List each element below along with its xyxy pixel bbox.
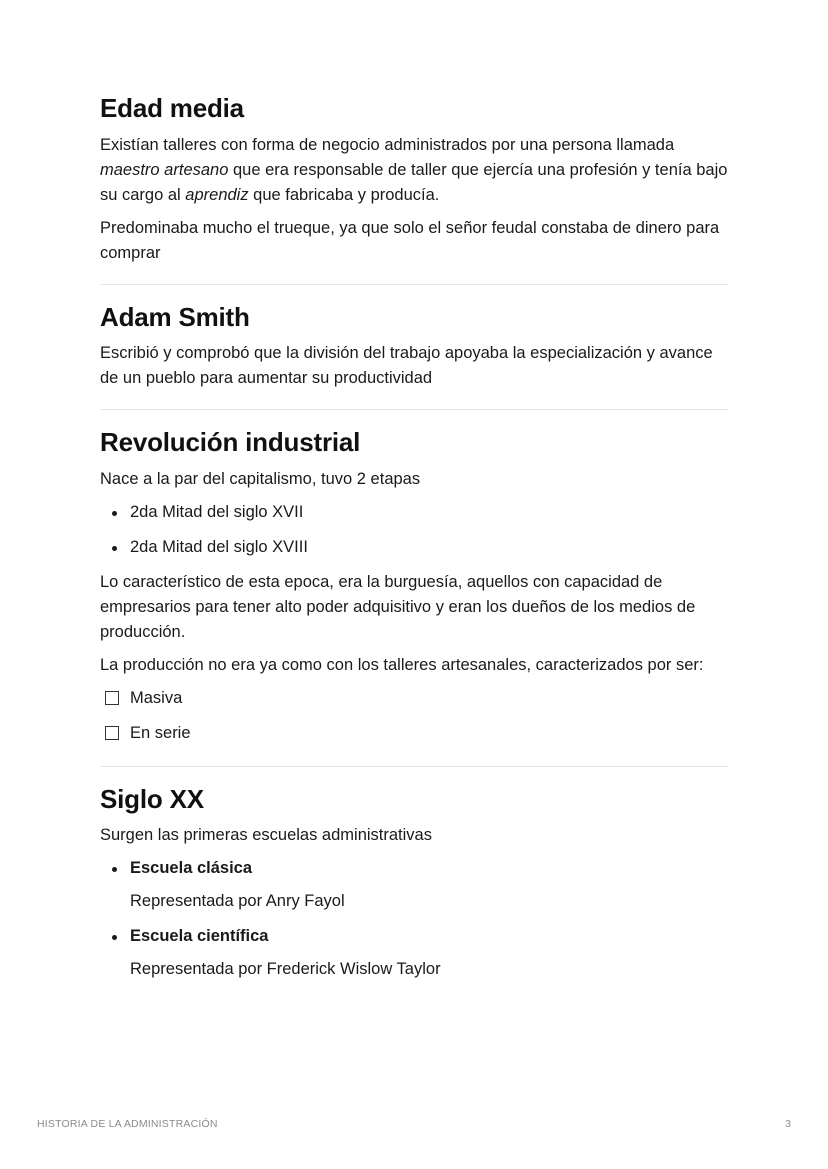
list-item (100, 924, 728, 982)
list-item-title: Escuela científica (130, 927, 269, 945)
italic-term: aprendiz (185, 185, 249, 204)
bullet-list (100, 856, 728, 982)
paragraph: Nace a la par del capitalismo, tuvo 2 etapas (100, 469, 421, 488)
todo-item (100, 686, 728, 711)
text-run: que fabricaba y producía. (248, 185, 440, 204)
section-heading: Adam Smith (100, 301, 250, 332)
list-item-detail: Representada por Anry Fayol (130, 892, 345, 910)
text-run: Existían talleres con forma de negocio administrados por una persona llamada (100, 135, 675, 154)
list-item-detail: Representada por Frederick Wislow Taylor (130, 960, 441, 978)
section-siglo-xx (100, 783, 728, 1003)
footer-page-number: 3 (785, 1118, 791, 1130)
section-revolucion-industrial (100, 426, 728, 767)
italic-term: maestro artesano (100, 160, 229, 179)
footer-document-title: HISTORIA DE LA ADMINISTRACIÓN (37, 1118, 218, 1130)
paragraph (100, 133, 728, 208)
todo-label: Masiva (130, 688, 183, 707)
bullet-list (100, 500, 728, 560)
todo-list (100, 686, 728, 746)
list-item: 2da Mitad del siglo XVIII (100, 535, 728, 560)
checkbox[interactable] (105, 691, 119, 705)
paragraph: Surgen las primeras escuelas administrativas (100, 826, 432, 844)
section-heading: Revolución industrial (100, 427, 361, 457)
section-edad-media (100, 92, 728, 285)
text-run: que era responsable de taller que ejercía una profesión y tenía bajo su cargo al (100, 160, 728, 204)
list-item: 2da Mitad del siglo XVII (100, 500, 728, 525)
todo-label: En serie (130, 723, 191, 742)
list-item-title: Escuela clásica (130, 859, 253, 877)
paragraph: La producción no era ya como con los talleres artesanales, caracterizados por ser: (100, 655, 704, 674)
section-adam-smith (100, 301, 728, 411)
section-heading: Edad media (100, 93, 244, 123)
section-heading: Siglo XX (100, 783, 204, 814)
list-item (100, 856, 728, 914)
paragraph: Escribió y comprobó que la división del trabajo apoyaba la especialización y avance de un pueblo para aumentar su productividad (100, 344, 713, 387)
paragraph: Predominaba mucho el trueque, ya que solo el señor feudal constaba de dinero para comprar (100, 218, 720, 262)
document-page (100, 92, 728, 1018)
todo-item (100, 721, 728, 746)
paragraph: Lo característico de esta epoca, era la burguesía, aquellos con capacidad de empresarios para tener alto poder adquisitivo y eran los dueños de los medios de producción. (100, 572, 696, 641)
checkbox[interactable] (105, 726, 119, 740)
